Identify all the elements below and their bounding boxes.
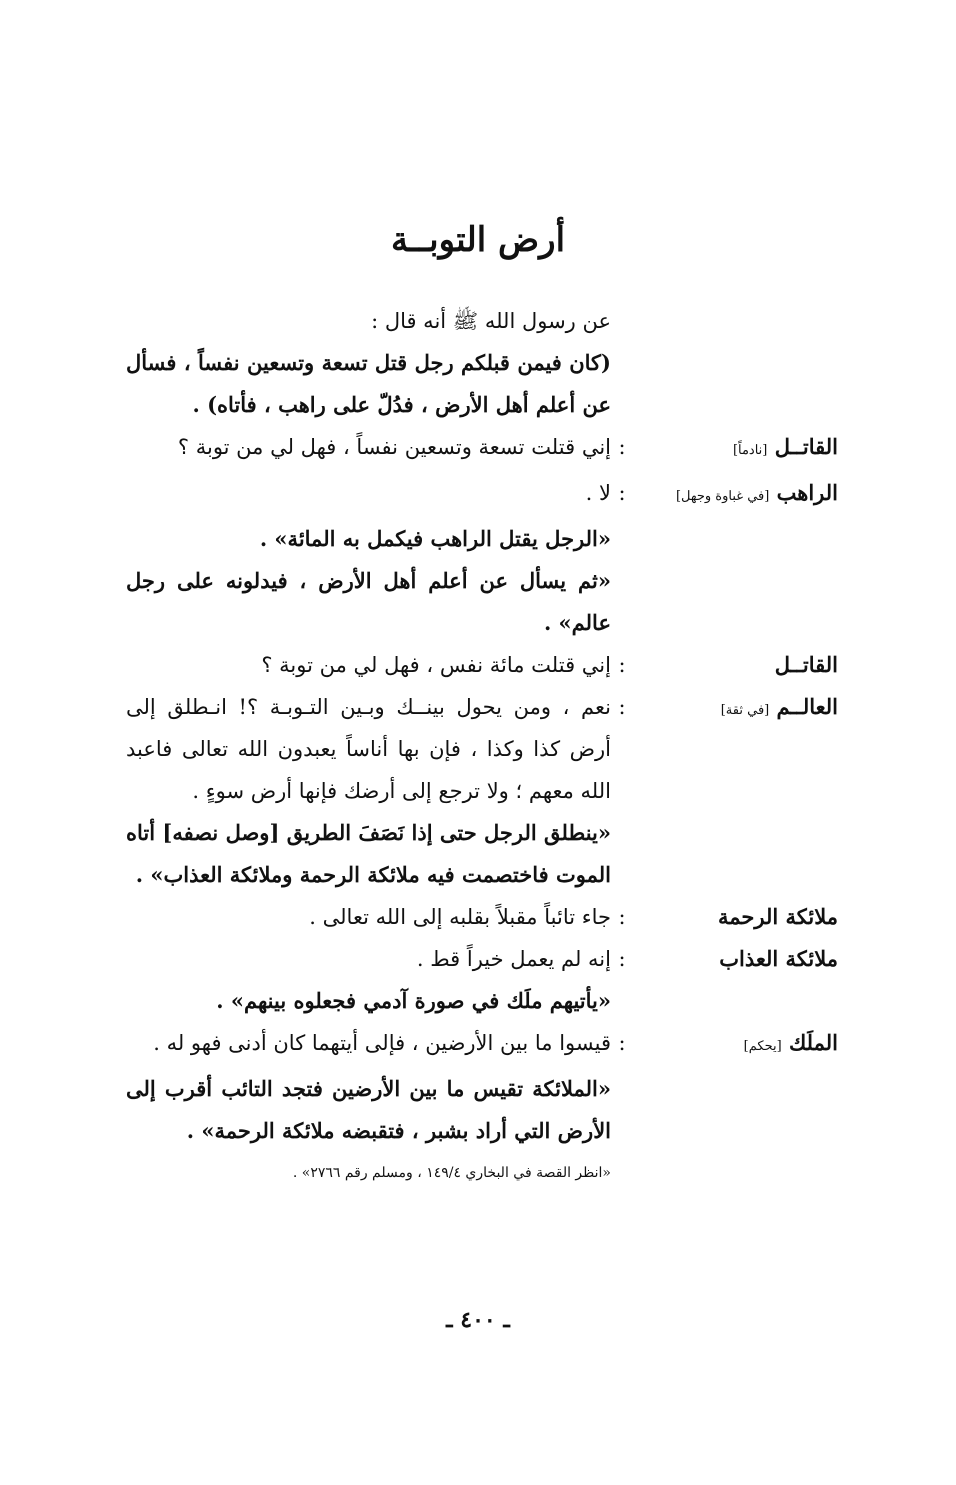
spoken-text: إنه لم يعمل خيراً قط . (416, 947, 611, 971)
dialogue-line: ملائكة الرحمة : جاء تائباً مقبلاً بقلبه إلى الله تعالى . (126, 896, 838, 938)
narration: «ثم يسأل عن أعلم أهل الأرض ، فيدلونه على رجل عالم» . (126, 568, 611, 635)
spoken-text: لا . (585, 481, 611, 505)
stage-direction: [في غباوة وجهل] (675, 489, 770, 504)
hadith-opening: (كان فيمن قبلكم رجل قتل تسعة وتسعين نفساً ، فسأل عن أعلم أهل الأرض ، فدُلّ على راهب ، فأتاه) . (126, 350, 611, 417)
narration: «الملائكة تقيس ما بين الأرضين فتجد التائب أقرب إلى الأرض التي أراد بشبر ، فتقبضه ملائكة الرحمة» . (126, 1076, 611, 1143)
narration: «ينطلق الرجل حتى إذا نَصَفَ الطريق [وصل نصفه] أتاه الموت فاختصمت فيه ملائكة الرحمة وملائكة العذاب» . (126, 820, 611, 887)
narration: «الرجل يقتل الراهب فيكمل به المائة» . (259, 526, 611, 551)
stage-direction: [يحكم] (743, 1039, 782, 1054)
speaker-name: الملَك [يحكم] (743, 1030, 838, 1055)
dialogue-line: الراهب [في غباوة وجهل] : لا . (126, 472, 838, 518)
dialogue-line: العالــم [في ثقة] : نعم ، ومن يحول بينــك وبـين التـوبـة ؟! انـطلق إلى أرض كذا وكذا ، فإن بها أناساً يعبدون الله تعالى فاعبد الله معهم ؛ ولا ترجع إلى أرضك فإنها أرض سوءٍ . (126, 686, 838, 812)
page-number: ـ ٤٠٠ ـ (446, 1307, 510, 1333)
spoken-text: إني قتلت مائة نفس ، فهل لي من توبة ؟ (261, 653, 611, 677)
speaker-name: العالــم [في ثقة] (720, 694, 838, 719)
stage-direction: [في ثقة] (720, 703, 770, 718)
speaker-name: القاتــل [نادماً] (732, 434, 838, 459)
narration: «يأتيهم ملَك في صورة آدمي فجعلوه بينهم» . (216, 988, 611, 1013)
dialogue-line: ملائكة العذاب : إنه لم يعمل خيراً قط . (126, 938, 838, 980)
spoken-text: جاء تائباً مقبلاً بقلبه إلى الله تعالى . (309, 905, 611, 929)
speaker-name: الراهب [في غباوة وجهل] (675, 480, 838, 505)
story-content (126, 300, 838, 1188)
speaker-name: ملائكة الرحمة (718, 904, 838, 929)
stage-direction: [نادماً] (732, 443, 768, 458)
dialogue-line: الملَك [يحكم] : قيسوا ما بين الأرضين ، فإلى أيتهما كان أدنى فهو له . (126, 1022, 838, 1068)
speaker-name: ملائكة العذاب (719, 946, 838, 971)
dialogue-line: القاتــل : إني قتلت مائة نفس ، فهل لي من توبة ؟ (126, 644, 838, 686)
spoken-text: قيسوا ما بين الأرضين ، فإلى أيتهما كان أدنى فهو له . (153, 1031, 611, 1055)
speaker-name: القاتــل (774, 652, 838, 677)
hadith-attribution: عن رسول الله ﷺ أنه قال : (371, 309, 611, 333)
spoken-text: نعم ، ومن يحول بينــك وبـين التـوبـة ؟! انـطلق إلى أرض كذا وكذا ، فإن بها أناساً يعبدون الله تعالى فاعبد الله معهم ؛ ولا ترجع إلى أرضك فإنها أرض سوءٍ . (126, 695, 611, 803)
spoken-text: إني قتلت تسعة وتسعين نفساً ، فهل لي من توبة ؟ (177, 435, 611, 459)
dialogue-line: القاتــل [نادماً] : إني قتلت تسعة وتسعين نفساً ، فهل لي من توبة ؟ (126, 426, 838, 472)
page-title: أرض التوبــة (390, 220, 566, 260)
source-footnote: «انظر القصة في البخاري ١٤٩/٤ ، ومسلم رقم ٢٧٦٦» . (292, 1165, 611, 1181)
